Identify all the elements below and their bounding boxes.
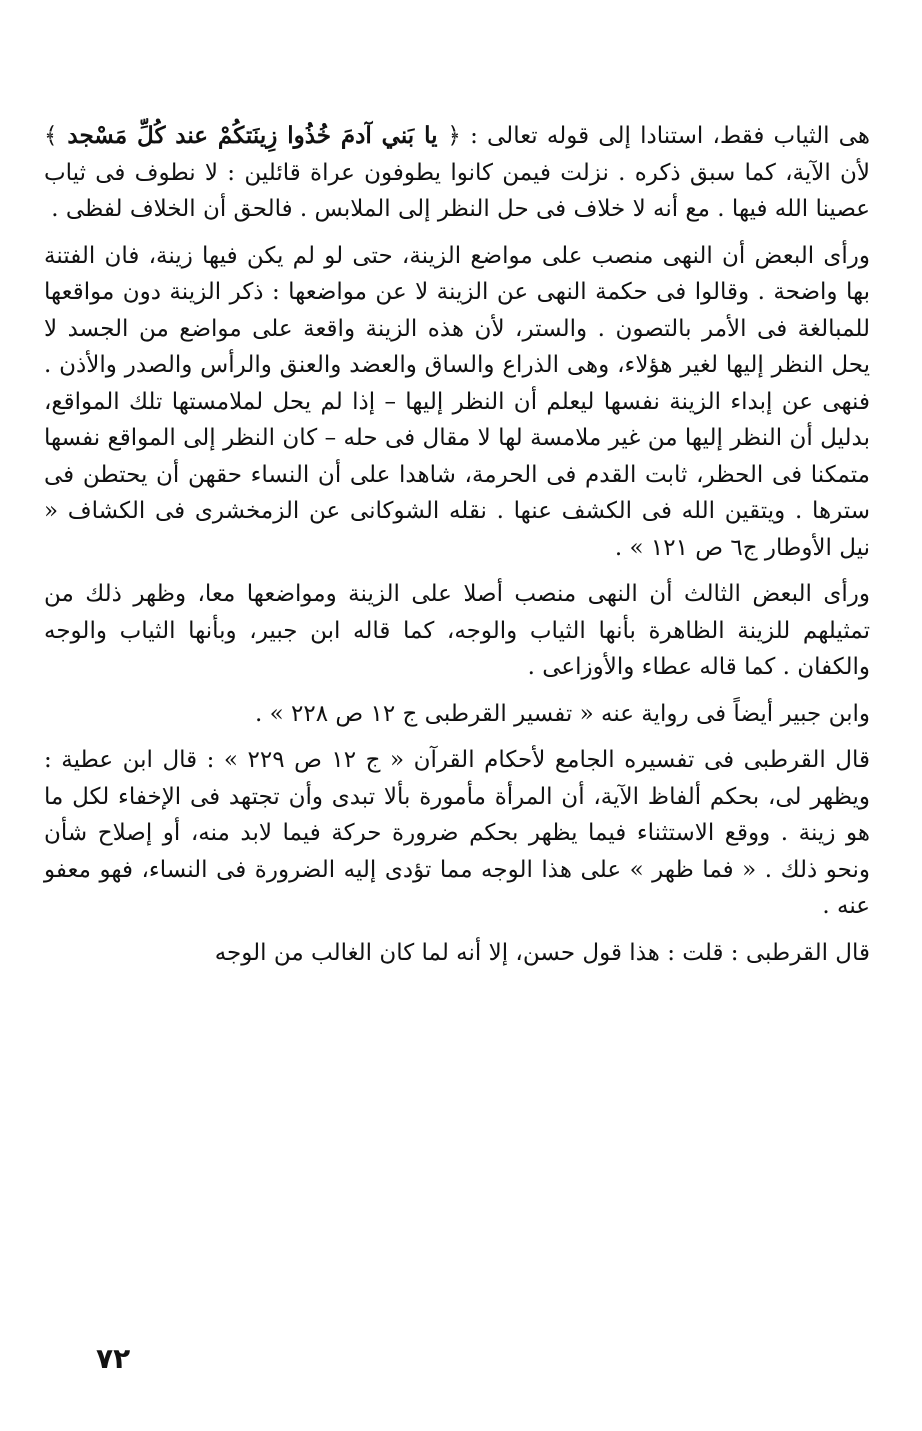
paragraph-1	[44, 118, 870, 228]
paragraph-3: ورأى البعض الثالث أن النهى منصب أصلا على الزينة ومواضعها معا، وظهر ذلك من تمثيلهم للزينة الظاهرة بأنها الثياب والوجه، كما قاله ابن جبير، وبأنها الثياب والوجه والكفان . كما قاله عطاء والأوزاعى .	[44, 581, 870, 680]
quran-verse: يا بَني آدمَ خُذُوا زِينَتكُمْ عند كُلِّ مَسْجد	[57, 122, 448, 149]
paragraph-6: قال القرطبى : قلت : هذا قول حسن، إلا أنه لما كان الغالب من الوجه	[214, 939, 870, 966]
page-body	[44, 118, 870, 971]
paragraph-4: وابن جبير أيضاً فى رواية عنه « تفسير القرطبى ج ١٢ ص ٢٢٨ » .	[254, 700, 870, 727]
page-number: ٧٢	[96, 1342, 131, 1375]
paragraph-2: ورأى البعض أن النهى منصب على مواضع الزينة، حتى لو لم يكن فيها زينة، فان الفتنة بها واضحة . وقالوا فى حكمة النهى عن الزينة لا عن مواضعها : ذكر الزينة دون مواقعها للمبالغة فى الأمر بالتصون . والستر، لأن هذه الزينة واقعة على مواضع من الجسد لا يحل النظر إليها لغير هؤلاء، وهى الذراع والساق والعضد والعنق والرأس والصدر والأذن . فنهى عن إبداء الزينة نفسها ليعلم أن النظر إليها – إذا لم يحل لملامستها تلك المواقع، بدليل أن النظر إليها من غير ملامسة لها لا مقال فى حله – كان النظر إلى المواقع نفسها متمكنا فى الحظر، ثابت القدم فى الحرمة، شاهدا على أن النساء حقهن أن يحتطن فى سترها . ويتقين الله فى الكشف عنها . نقله الشوكانى عن الزمخشرى فى الكشاف « نيل الأوطار ج٦ ص ١٢١ » .	[44, 242, 870, 561]
paragraph-1-intro: هى الثياب فقط، استنادا إلى قوله تعالى : ﴿	[447, 123, 870, 149]
paragraph-5: قال القرطبى فى تفسيره الجامع لأحكام القرآن « ج ١٢ ص ٢٢٩ » : قال ابن عطية : ويظهر لى، بحكم ألفاظ الآية، أن المرأة مأمورة بألا تبدى وأن تجتهد فى الإخفاء لكل ما هو زينة . ووقع الاستثناء فيما يظهر بحكم ضرورة حركة فيما لابد منه، أو إصلاح شأن ونحو ذلك . « فما ظهر » على هذا الوجه مما تؤدى إليه الضرورة فى النساء، فهو معفو عنه .	[44, 747, 870, 919]
paragraph-1-rest: ﴾ لأن الآية، كما سبق ذكره . نزلت فيمن كانوا يطوفون عراة قائلين : لا نطوف فى ثياب عصينا الله فيها . مع أنه لا خلاف فى حل النظر إلى الملابس . فالحق أن الخلاف لفظى .	[44, 123, 870, 222]
